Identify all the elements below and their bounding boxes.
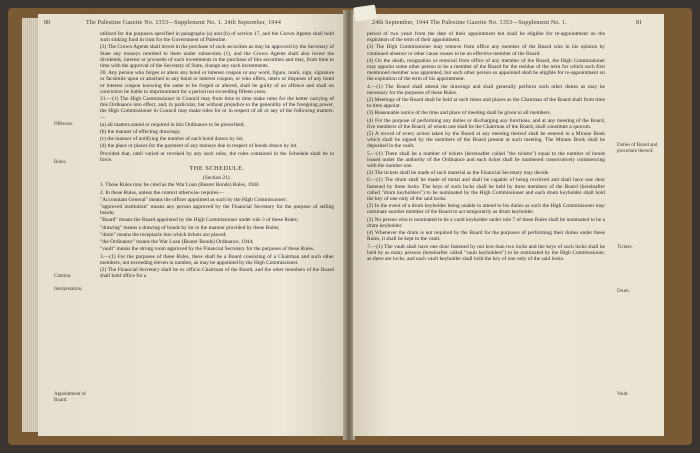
paragraph: (c) the manner of notifying the number of each bond drawn by lot; [100,136,244,143]
right-page-number: 81 [636,20,642,26]
paragraph: (4) Whenever the drum is not required by the Board for the purposes of performing their duties under these Rules, it shall be kept in the vault. [367,230,605,243]
paragraph: "drawing" means a drawing of bonds by lot in the manner provided by these Rules; [100,224,280,231]
schedule-section: (Section 21). [203,175,231,182]
paragraph: "the Ordinance" means the War Loan (Bearer Bonds) Ordinance, 1944; [100,239,254,246]
paragraph: "approved institution" means any person approved by the Financial Secretary for the purpose of selling bonds; [100,204,334,217]
margin-note-drum: Drum. [617,289,630,294]
margin-note-offences: Offences. [54,122,74,127]
paragraph: (4) For the purpose of performing any duties or discharging any functions, and at any meeting of the Board, five members of the Board, of whom one shall be the Chairman of the Board, shall constitute a quorum. [367,117,605,130]
paragraph: 1. These Rules may be cited as the War Loan (Bearer Bonds) Rules, 1944. [100,182,260,189]
paragraph: (2) The tickets shall be made of such material as the Financial Secretary may decide. [367,170,550,177]
margin-note-rules: Rules. [54,160,67,165]
paragraph: "drum" means the receptacle into which tickets are placed; [100,231,227,238]
paragraph: 7.—(1) The vault shall have one door fastened by not less than two locks and the keys of such locks shall be held by as many persons (hereinafter called "vault keyholders") to be nominated by the High Commissioner, as there are locks, and each vault keyholder shall hold the key of one only of the said locks. [367,243,605,262]
paragraph: (2) Meetings of the Board shall be held at such times and places as the Chairman of the Board shall from time to time appoint. [367,97,605,110]
margin-note-vault: Vault. [617,392,629,397]
margin-note-citation: Citation. [54,274,72,279]
paragraph: (3) The Crown Agents shall invest in the purchase of such securities as may be approved by the Secretary of State any moneys remitted to them under subsection (1), and the Crown Agents shall also invest the dividends, interest or proceeds of such investments in the purchase of like securities and may, from time to time with the approval of the Secretary of State, change any such investments. [100,44,334,70]
paragraph: (5) A record of every action taken by the Board at any meeting thereof shall be entered in a Minute Book which shall be signed by the members of the Board present at such meeting. The Minute Book shall be deposited in the vault. [367,131,605,150]
margin-note-board: Appointment of Board. [54,392,86,403]
left-page-number: 80 [44,20,50,26]
left-running-head: The Palestine Gazette No. 1353—Supplement No. 1. 24th September, 1944 [86,20,282,26]
left-text-column [100,31,334,280]
paragraph: 5.—(1) There shall be a number of tickets (hereinafter called "the tickets") equal to the number of bonds issued under the authority of the Ordinance and each ticket shall be numbered consecutively commencing with the number one. [367,150,605,170]
paragraph: (3) Reasonable notice of the time and place of meeting shall be given to all members. [367,110,552,117]
paragraph: 21.—(1) The High Commissioner in Council may from time to time make rules for the better carrying of this Ordinance into effect, and, in particular, but without prejudice to the generality of the foregoing power, the High Commissioner in Council may make rules for or in respect of all or any of the following matters:— [100,96,334,121]
margin-note-interpretation: Interpretation. [54,287,83,292]
right-text-column [367,31,605,263]
right-running-head: 24th September, 1944 The Palestine Gazette No. 1353—Supplement No. 1. [372,20,567,26]
schedule-title: THE SCHEDULE. [189,165,245,173]
paragraph: 6.—(1) The drum shall be made of metal and shall be capable of being revolved and shall have one door fastened by three locks. The keys of such locks shall be held by three members of the Board (hereinafter called "drum keyholders") to be nominated by the High Commissioner and each drum keyholder shall hold the key of one only of the said locks. [367,177,605,203]
paragraph: 4.—(1) The Board shall attend the drawings and shall generally perform such other duties as may be necessary for the purposes of these Rules. [367,83,605,96]
paragraph: (3) The High Commissioner may remove from office any member of the Board who in his opinion by continued absence or other cause ceases to be an effective member of the Board. [367,44,605,57]
paragraph: 20. Any person who forges or alters any bond or interest coupon or any word, figure, mark, sign, signature or facsimile upon or attached to any bond or interest coupon, or who offers, utters or disposes of any bond or interest coupon knowing the same to be forged or altered, shall be guilty of an offence and shall on conviction be liable to imprisonment for a period not exceeding fifteen years. [100,70,334,95]
paragraph: 3.—(1) For the purposes of these Rules, there shall be a Board consisting of a Chairman and such other members, not exceeding eleven in number, as may be appointed by the High Commissioner. [100,253,334,266]
paragraph: (b) the manner of effecting drawings; [100,129,181,136]
paragraph: (d) the place or places for the payment of any moneys due in respect of bonds drawn by lot. [100,143,298,150]
paragraph: "Accountant General" means the officer appointed as such by the High Commissioner; [100,196,288,203]
paragraph: (2) In the event of a drum keyholder being unable to attend to his duties as such the High Commissioner may nominate another member of the Board to act temporarily as drum keyholder. [367,203,605,216]
paragraph: period of two years from the date of their appointment but shall be eligible for re-appointment on the expiration of the term of their appointment. [367,31,605,44]
paragraph: (4) On the death, resignation or removal from office of any member of the Board, the High Commissioner may appoint some other person to be a member of the Board for the residue of the term for which such first mentioned member was appointed, but such other person so appointed shall be eligible for re-appointment on the expiration of the term of his appointment. [367,57,605,83]
paragraph: utilized for the purposes specified in paragraphs (a) and (b) of section 17, and the Crown Agents shall hold such sinking fund in trust for the Government of Palestine. [100,31,334,44]
margin-note-duties: Duties of Board and procedure thereof. [617,143,658,154]
paragraph: Provided that, until varied or revoked by any such rules, the rules contained in the Schedule shall be in force. [100,150,334,163]
paragraph: "vault" means the strong room approved by the Financial Secretary for the purposes of these Rules. [100,246,315,253]
paragraph: (a) all matters stated or required in this Ordinance to be prescribed; [100,121,245,128]
paragraph: "Board" means the Board appointed by the High Commissioner under rule 3 of these Rules; [100,217,299,224]
paragraph: (2) The Financial Secretary shall be ex officio Chairman of the Board, and the other members of the Board shall hold office for a [100,266,334,280]
paragraph: (3) No person who is nominated to be a vault keyholder under rule 7 of these Rules shall be nominated to be a drum keyholder. [367,216,605,229]
paragraph: 2. In these Rules, unless the context otherwise requires— [100,189,224,196]
margin-note-tickets: Tickets. [617,245,633,250]
